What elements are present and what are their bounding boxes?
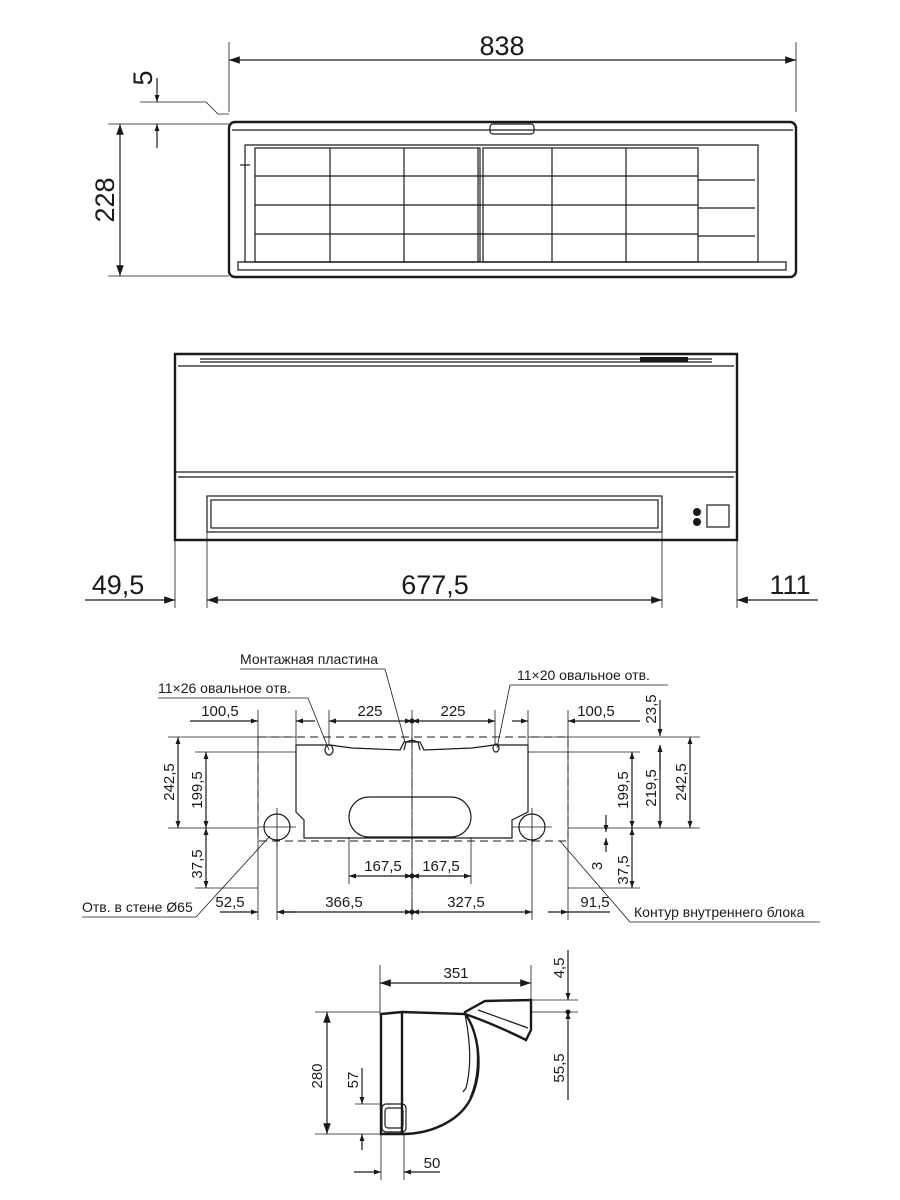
unit-front-outline — [175, 354, 737, 540]
label-oval-hole-11x26: 11×26 овальное отв. — [158, 680, 291, 696]
dim-right-37-5: 37,5 — [615, 855, 632, 885]
unit-back-plate — [381, 1012, 402, 1134]
front-dim-middle: 677,5 — [401, 570, 469, 600]
filter-grille — [255, 148, 755, 262]
dim-52-5: 52,5 — [215, 894, 245, 911]
indicator-icon — [693, 505, 729, 527]
side-view — [309, 950, 578, 1180]
dim-23-5: 23,5 — [643, 694, 660, 724]
label-mounting-plate: Монтажная пластина — [240, 651, 379, 667]
dim-366-5: 366,5 — [325, 894, 363, 911]
plate-center-slot — [349, 797, 471, 837]
dim-3: 3 — [589, 861, 606, 871]
dim-left-242-5: 242,5 — [161, 763, 178, 801]
side-dim-4-5: 4,5 — [551, 957, 568, 979]
offset-5: 5 — [128, 70, 158, 86]
front-dim-right: 111 — [769, 570, 811, 600]
dim-167-5-left: 167,5 — [364, 858, 402, 875]
width-838: 838 — [479, 31, 525, 61]
label-oval-hole-11x20: 11×20 овальное отв. — [517, 667, 650, 683]
dim-327-5: 327,5 — [447, 894, 485, 911]
dim-left-37-5: 37,5 — [189, 849, 206, 879]
dim-91-5: 91,5 — [580, 894, 610, 911]
unit-side-profile — [402, 1012, 478, 1134]
dim-225-right: 225 — [440, 703, 466, 720]
dim-right-219-5: 219,5 — [643, 769, 660, 807]
dim-right-199-5: 199,5 — [615, 771, 632, 809]
dim-top-left-100: 100,5 — [201, 703, 239, 720]
dim-167-5-right: 167,5 — [422, 858, 460, 875]
front-view — [85, 354, 818, 608]
front-dim-left: 49,5 — [91, 570, 145, 600]
side-dim-55-5: 55,5 — [551, 1053, 568, 1083]
air-outlet — [207, 496, 662, 532]
dim-225-left: 225 — [357, 703, 383, 720]
label-unit-contour: Контур внутреннего блока — [634, 904, 805, 920]
side-depth-351: 351 — [443, 965, 469, 982]
side-dim-57: 57 — [345, 1071, 362, 1089]
dim-right-242-5: 242,5 — [673, 763, 690, 801]
side-dim-50: 50 — [423, 1155, 441, 1172]
mounting-view — [82, 651, 820, 922]
depth-228: 228 — [90, 177, 120, 223]
dim-left-199-5: 199,5 — [189, 771, 206, 809]
side-height-280: 280 — [309, 1063, 326, 1089]
dim-top-right-100: 100,5 — [577, 703, 615, 720]
label-wall-hole: Отв. в стене Ø65 — [82, 899, 193, 915]
top-view — [90, 31, 796, 277]
